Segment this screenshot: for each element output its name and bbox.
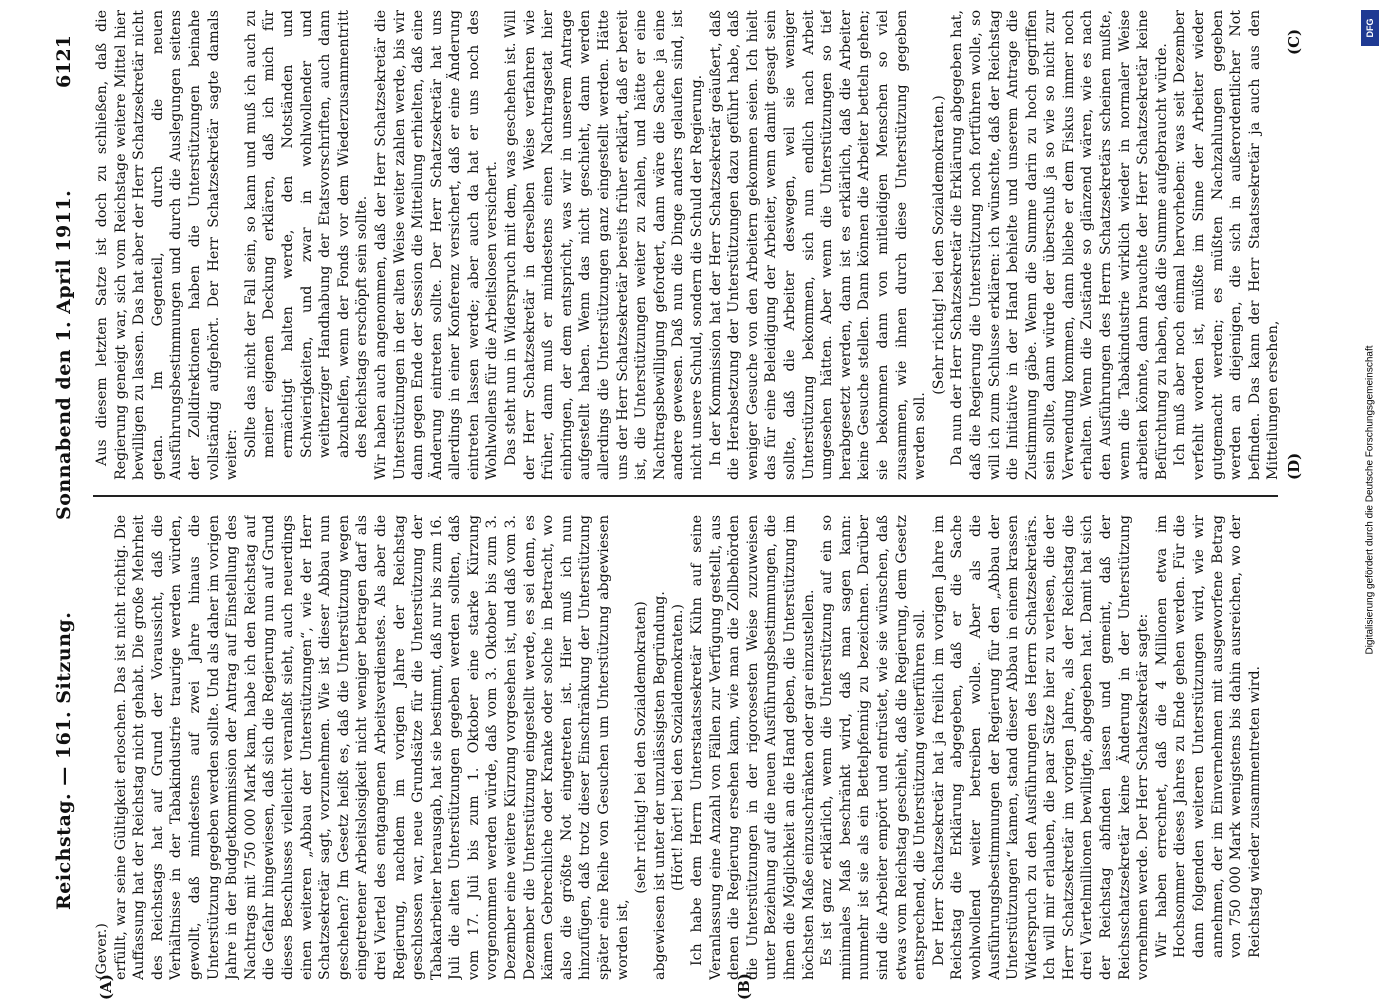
margin-marker-a: (A) xyxy=(97,974,115,1000)
paragraph: Der Herr Schatzsekretär hat ja freilich im vorigen Jahre im Reichstag die Erklärung abgegeben, daß er die Sache wohlwollend weiter betreiben wolle. Aber als die Ausführungsbestimmungen der Regierung für den „Abbau der Unterstützungen“ kamen, stand dieser Abbau in einem krassen Widerspruch zu den Ausführungen des Herrn Schatzsekretärs. Ich will mir erlauben, die paar Sätze hier zu verlesen, die der Herr Schatzsekretär im vorigen Jahre, als der Reichstag die drei Viertelmillionen bewilligte, abgegeben hat. Damit hat sich der Reichstag abfinden lassen und gemeint, daß der Reichsschatzsekretär keine Änderung in der Unterstützung vornehmen werde. Der Herr Schatzsekretär sagte: xyxy=(930,515,1152,980)
paragraph: Ich habe dem Herrn Unterstaatssekretär Kühn auf seine Veranlassung eine Anzahl von Fällen zur Verfügung gestellt, aus denen die Regierung ersehen kann, wie man die Zollbehörden die Unterstützungen in der rigorosesten Weise zuzuweisen unter Beziehung auf die neuen Ausführungsbestimmungen, die ihnen die Möglichkeit an die Hand geben, die Unterstützung im höchsten Maße einzuschränken oder gar einzustellen. xyxy=(689,515,817,980)
left-column xyxy=(93,515,1293,980)
page-content xyxy=(45,0,1345,1000)
paragraph: In der Kommission hat der Herr Schatzsekretär geäußert, daß die Herabsetzung der Unterstützungen dazu geführt habe, daß weniger Gesuche von den Arbeitern gekommen seien. Ich hielt das für eine Beleidigung der Arbeiter, wenn damit gesagt sein sollte, daß die Arbeiter deswegen, weil sie weniger Unterstützung bekommen, sich nun endlich nach Arbeit umgesehen hätten. Aber wenn die Unterstützungen so tief herabgesetzt werden, dann ist es erklärlich, daß die Arbeiter keine Gesuche stellen. Dann können die Arbeiter betteln gehen; sie bekommen dann von mitleidigen Menschen so viel zusammen, wie ihnen durch diese Unterstützung gegeben werden soll. xyxy=(707,10,929,480)
paragraph: Wir haben errechnet, daß die 4 Millionen etwa im Hochsommer dieses Jahres zu Ende gehen werden. Für die dann folgenden weiteren Unterstützungen wird, wie wir annehmen, der im Einvernehmen mit ausgeworfene Betrag von 750 000 Mark wenigstens bis dahin ausreichen, wo der Reichstag wieder zusammentreten wird. xyxy=(1153,515,1263,958)
paragraph: erfüllt, war seine Gültigkeit erloschen. Das ist nicht richtig. Die Auffassung hat der Reichstag nicht gehabt. Die große Mehrheit des Reichstags hat auf Grund der Voraussicht, daß die Verhältnisse in der Tabakindustrie traurige werden würden, gewollt, daß mindestens auf zwei Jahre hinaus die Unterstützung gegeben werden sollte. Und als daher im vorigen Jahre in der Budgetkommission der Antrag auf Einstellung des Nachtrags mit 750 000 Mark kam, habe ich den Reichstag auf die Gefahr hingewiesen, daß sich die Regierung nun auf Grund dieses Beschlusses vielleicht veranlaßt sieht, auch neuerdings einen weiteren „Abbau der Unterstützungen“, wie der Herr Schatzsekretär sagt, vorzunehmen. Wie ist dieser Abbau nun geschehen? Im Gesetz heißt es, daß die Unterstützung wegen eingetretener Arbeitslosigkeit nicht weniger betragen darf als drei Viertel des entgangenen Arbeitsverdienstes. Als aber die Regierung, nachdem im vorigen Jahre der Reichstag geschlossen war, neue Grundsätze für die Unterstützung der Tabakarbeiter herausgab, hat sie bestimmt, daß nur bis zum 16. Juli die alten Unterstützungen gegeben werden sollten, daß vom 17. Juli bis zum 1. Oktober eine starke Kürzung vorgenommen werden würde, daß vom 3. Oktober bis zum 3. Dezember eine weitere Kürzung vorgesehen ist, und daß vom 3. Dezember die Unterstützung eingestellt werde, es sei denn, es kämen Gebrechliche oder Kranke oder solche in Betracht, wo also die größte Not eingetreten ist. Hier muß ich nun hinzufügen, daß trotz dieser Einschränkung der Unterstützung später eine Reihe von Gesuchen um Unterstützung abgewiesen worden ist, xyxy=(112,515,631,980)
paragraph: Sollte das nicht der Fall sein, so kann und muß ich auch zu meiner eigenen Deckung erklären, daß ich mich für ermächtigt halten werde, den Notständen und Schwierigkeiten, und zwar in wohlwollender und weitherziger Handhabung der Etatsvorschriften, auch dann abzuhelfen, wenn der Fonds vor dem Wiederzusammentritt des Reichstags erschöpft sein sollte. xyxy=(242,10,371,458)
header-date: Sonnabend den 1. April 1911. xyxy=(53,189,75,520)
right-column xyxy=(93,10,1293,480)
paragraph: Es ist ganz erklärlich, wenn die Unterstützung auf ein so minimales Maß beschränkt wird, daß man sagen kann: nunmehr ist sie als ein Bettelpfennig zu bezeichnen. Darüber sind die Arbeiter empört und entrüstet, wie sie wünschen, daß etwas vom Reichstag geschieht, daß die Regierung, dem Gesetz entsprechend, die Unterstützung weiterführen soll. xyxy=(819,515,929,980)
header-left: Reichstag. — 161. Sitzung. xyxy=(53,611,75,910)
margin-marker-c: (C) xyxy=(1285,28,1303,55)
paragraph: (Sehr richtig! bei den Sozialdemokraten.) xyxy=(930,95,947,395)
dfg-logo-text: DFG xyxy=(1365,18,1375,38)
funding-note: Digitalisierung gefördert durch die Deutsche Forschungsgemeinschaft xyxy=(1364,345,1376,655)
page-header xyxy=(45,0,90,1000)
paragraph: Das steht nun in Widerspruch mit dem, was geschehen ist. Will der Herr Schatzsekretär in derselben Weise verfahren wie früher, dann muß er mindestens einen Nachtragsetat hier einbringen, der dem entspricht, was wir in unserem Antrage aufgestellt haben. Wenn das nicht geschieht, dann werden allerdings die Unterstützungen ganz eingestellt werden. Hätte uns der Herr Schatzsekretär bereits früher erklärt, daß er bereit ist, die Unterstützungen weiter zu zahlen, und hätte er eine Nachtragsbewilligung gefordert, dann wäre die Sache ja eine andere gewesen. Daß nun die Dinge anders gelaufen sind, ist nicht unsere Schuld, sondern die Schuld der Regierung. xyxy=(503,10,705,480)
paragraph: Wir haben auch angenommen, daß der Herr Schatzsekretär die Unterstützungen in der alten Weise weiter zahlen werde, bis wir dann gegen Ende der Session die Mitteilung erhielten, daß eine Änderung eintreten sollte. Der Herr Schatzsekretär hat uns allerdings in einer Konferenz versichert, daß er eine Änderung eintreten lassen werde; aber auch da hat er uns noch des Wohlwollens für die Arbeitslosen versichert. xyxy=(372,10,501,480)
side-note xyxy=(1359,10,1381,990)
paragraph: (Gever.) xyxy=(94,923,110,980)
paragraph: abgewiesen ist unter der unzulässigsten Begründung. xyxy=(651,591,668,980)
paragraph: Ich muß aber noch einmal hervorheben: was seit Dezember verfehlt worden ist, müßte im Sinne der Arbeiter wieder gutgemacht werden; es müßten Nachzahlungen gegeben werden an diejenigen, die sich in außerordentlicher Not befinden. Das kann der Herr Staatssekretär ja auch aus den Mitteilungen ersehen, xyxy=(1172,10,1282,480)
margin-marker-b: (B) xyxy=(735,973,753,1000)
paragraph: (Hört! hört! bei den Sozialdemokraten.) xyxy=(670,603,687,892)
dfg-logo xyxy=(1361,10,1379,46)
column-divider xyxy=(93,495,1278,497)
margin-marker-d: (D) xyxy=(1285,452,1303,480)
paragraph: Da nun der Herr Schatzsekretär die Erklärung abgegeben hat, daß die Regierung die Unterstützung noch fortführen wolle, so will ich zum Schlusse erklären: ich wünschte, daß der Reichstag die Initiative in der Hand behielte und unserem Antrage die Zustimmung gäbe. Wenn die Summe darin zu hoch gegriffen sein sollte, dann würde der überschuß ja so wie so nicht zur Verwendung kommen, dann bliebe er dem Fiskus immer noch erhalten. Wenn die Zustände so glänzend wären, wie es nach den Ausführungen des Herrn Schatzsekretärs scheinen mußte, wenn die Tabakindustrie wirklich wieder in normaler Weise arbeiten könnte, dann brauchte der Herr Schatzsekretär keine Befürchtung zu haben, daß die Summe aufgebraucht würde. xyxy=(949,10,1170,480)
page-number: 6121 xyxy=(53,35,75,88)
paragraph: (sehr richtig! bei den Sozialdemokraten) xyxy=(633,601,650,894)
paragraph: Aus diesem letzten Satze ist doch zu schließen, daß die Regierung geneigt war, sich vom Reichstage weitere Mittel hier bewilligen zu lassen. Das hat aber der Herr Schatzsekretär nicht getan. Im Gegenteil, durch die neuen Ausführungsbestimmungen und durch die Auslegungen seitens der Zolldirektionen haben die Unterstützungen beinahe vollständig aufgehört. Der Herr Schatzsekretär sagte damals weiter: xyxy=(94,10,241,480)
